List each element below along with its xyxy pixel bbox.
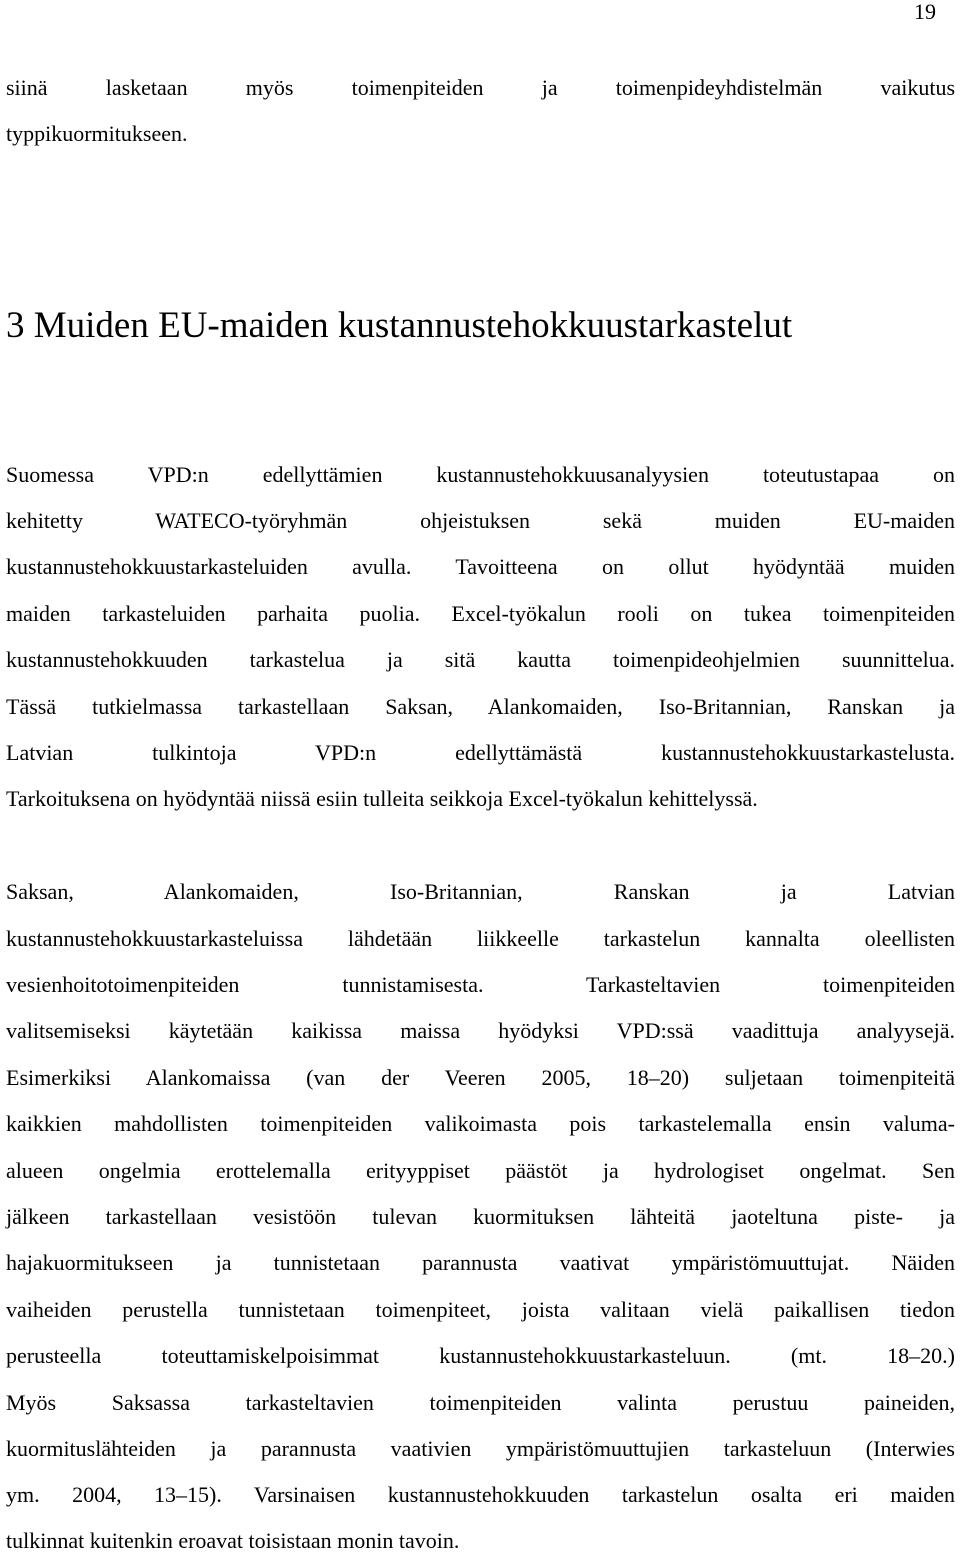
page-number: 19 xyxy=(914,0,936,24)
text-line: ym. 2004, 13–15). Varsinaisen kustannustehokkuuden tarkastelun osalta eri maiden xyxy=(6,1482,955,1507)
text-line: Saksan, Alankomaiden, Iso-Britannian, Ranskan ja Latvian xyxy=(6,879,955,904)
text-line: typpikuormitukseen. xyxy=(6,121,188,146)
text-line: kehitetty WATECO-työryhmän ohjeistuksen sekä muiden EU-maiden xyxy=(6,508,955,533)
text-line: hajakuormitukseen ja tunnistetaan parannusta vaativat ympäristömuuttujat. Näiden xyxy=(6,1250,955,1275)
text-line: Latvian tulkintoja VPD:n edellyttämästä kustannustehokkuustarkastelusta. xyxy=(6,740,955,765)
text-line: Tarkoituksena on hyödyntää niissä esiin tulleita seikkoja Excel-työkalun kehittelyssä. xyxy=(6,786,758,811)
text-line: tulkinnat kuitenkin eroavat toisistaan monin tavoin. xyxy=(6,1528,460,1553)
text-line: Suomessa VPD:n edellyttämien kustannustehokkuusanalyysien toteutustapaa on xyxy=(6,462,955,487)
text-line: kaikkien mahdollisten toimenpiteiden valikoimasta pois tarkastelemalla ensin valuma- xyxy=(6,1111,955,1136)
text-line: kustannustehokkuustarkasteluissa lähdetään liikkeelle tarkastelun kannalta oleellisten xyxy=(6,926,955,951)
text-line: kustannustehokkuuden tarkastelua ja sitä kautta toimenpideohjelmien suunnittelua. xyxy=(6,647,955,672)
text-line: jälkeen tarkastellaan vesistöön tulevan kuormituksen lähteitä jaoteltuna piste- ja xyxy=(6,1204,955,1229)
text-line: kuormituslähteiden ja parannusta vaativien ympäristömuuttujien tarkasteluun (Interwies xyxy=(6,1436,955,1461)
text-line: kustannustehokkuustarkasteluiden avulla. Tavoitteena on ollut hyödyntää muiden xyxy=(6,554,955,579)
section-heading: 3 Muiden EU-maiden kustannustehokkuustarkastelut xyxy=(6,305,793,346)
text-line: Tässä tutkielmassa tarkastellaan Saksan, Alankomaiden, Iso-Britannian, Ranskan ja xyxy=(6,694,955,719)
text-line: siinä lasketaan myös toimenpiteiden ja toimenpideyhdistelmän vaikutus xyxy=(6,75,955,100)
text-line: alueen ongelmia erottelemalla erityyppiset päästöt ja hydrologiset ongelmat. Sen xyxy=(6,1158,955,1183)
text-line: valitsemiseksi käytetään kaikissa maissa hyödyksi VPD:ssä vaadittuja analyysejä. xyxy=(6,1018,955,1043)
text-line: vaiheiden perustella tunnistetaan toimenpiteet, joista valitaan vielä paikallisen tiedon xyxy=(6,1297,955,1322)
text-line: vesienhoitotoimenpiteiden tunnistamisesta. Tarkasteltavien toimenpiteiden xyxy=(6,972,955,997)
text-line: Esimerkiksi Alankomaissa (van der Veeren 2005, 18–20) suljetaan toimenpiteitä xyxy=(6,1065,955,1090)
text-line: maiden tarkasteluiden parhaita puolia. Excel-työkalun rooli on tukea toimenpiteiden xyxy=(6,601,955,626)
text-line: perusteella toteuttamiskelpoisimmat kustannustehokkuustarkasteluun. (mt. 18–20.) xyxy=(6,1343,955,1368)
text-line: Myös Saksassa tarkasteltavien toimenpiteiden valinta perustuu paineiden, xyxy=(6,1390,955,1415)
